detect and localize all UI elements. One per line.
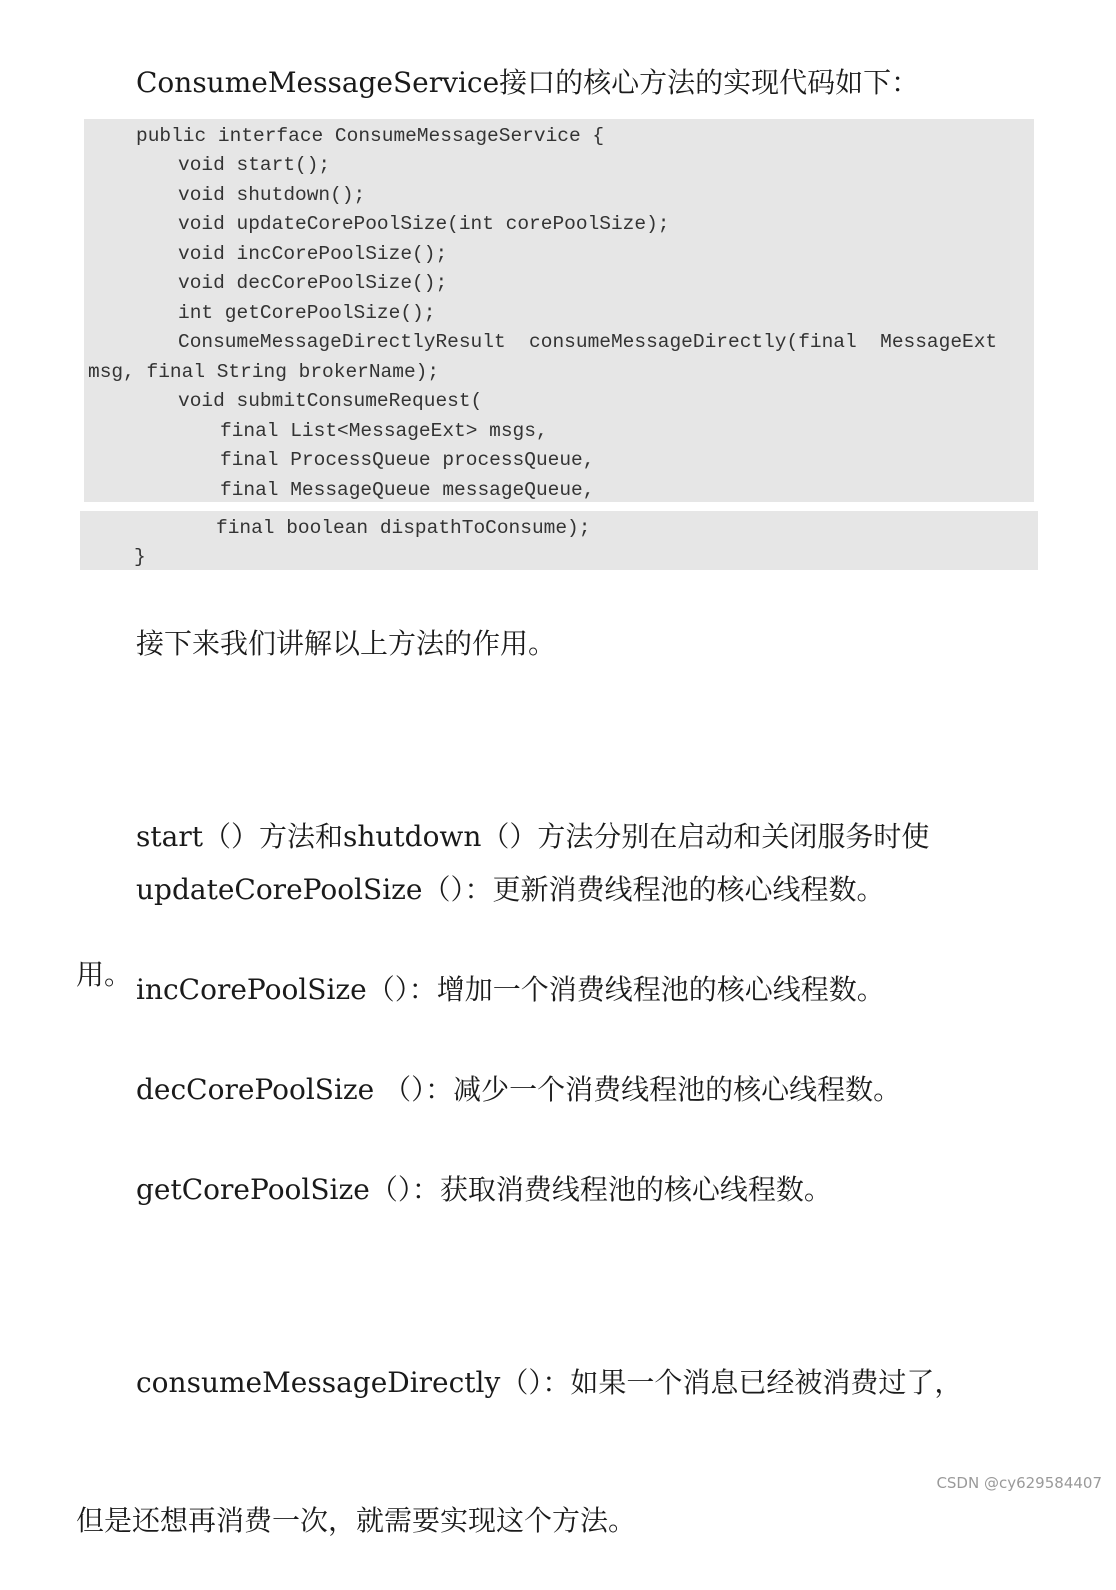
watermark: CSDN @cy629584407 [936,1474,1102,1492]
code-line: void incCorePoolSize(); [178,243,448,265]
code-line: void decCorePoolSize(); [178,272,448,294]
paragraph-text: consumeMessageDirectly（）：如果一个消息已经被消费过了， [136,1366,963,1399]
paragraph-dec-core-pool-size [76,1067,1036,1113]
code-line: final boolean dispathToConsume); [216,517,591,539]
code-line: public interface ConsumeMessageService { [136,125,605,147]
paragraph-text: updateCorePoolSize（）：更新消费线程池的核心线程数。 [136,873,885,906]
code-line: void start(); [178,154,331,176]
code-block-interface [84,119,1034,502]
paragraph-consume-message-directly [76,1268,1036,1590]
paragraph-inc-core-pool-size [76,967,1036,1013]
paragraph-text: 用。 [76,958,133,991]
code-line: final MessageQueue messageQueue, [220,479,595,501]
paragraph-text: 但是还想再消费一次，就需要实现这个方法。 [76,1504,637,1537]
paragraph-update-core-pool-size [76,867,1036,913]
paragraph-text: 接下来我们讲解以上方法的作用。 [136,627,557,660]
code-line: void updateCorePoolSize(int corePoolSize); [178,213,670,235]
code-line: } [134,546,146,568]
intro-text: ConsumeMessageService接口的核心方法的实现代码如下： [136,66,920,99]
code-line: msg, final String brokerName); [88,361,440,383]
paragraph-overview [76,621,1036,667]
intro-paragraph [76,60,1036,106]
paragraph-text: incCorePoolSize（）：增加一个消费线程池的核心线程数。 [136,973,885,1006]
code-line: final ProcessQueue processQueue, [220,449,595,471]
code-line: final List<MessageExt> msgs, [220,420,548,442]
code-line: int getCorePoolSize(); [178,302,436,324]
code-block-continuation [80,511,1038,570]
paragraph-get-core-pool-size [76,1167,1036,1213]
paragraph-text: getCorePoolSize（）：获取消费线程池的核心线程数。 [136,1173,832,1206]
code-line: void shutdown(); [178,184,366,206]
code-line: ConsumeMessageDirectlyResult consumeMessageDirectly(final MessageExt [178,331,998,353]
paragraph-text: decCorePoolSize （）：减少一个消费线程池的核心线程数。 [136,1073,902,1106]
paragraph-text: start（）方法和shutdown（）方法分别在启动和关闭服务时使 [136,820,930,853]
code-line: void submitConsumeRequest( [178,390,483,412]
